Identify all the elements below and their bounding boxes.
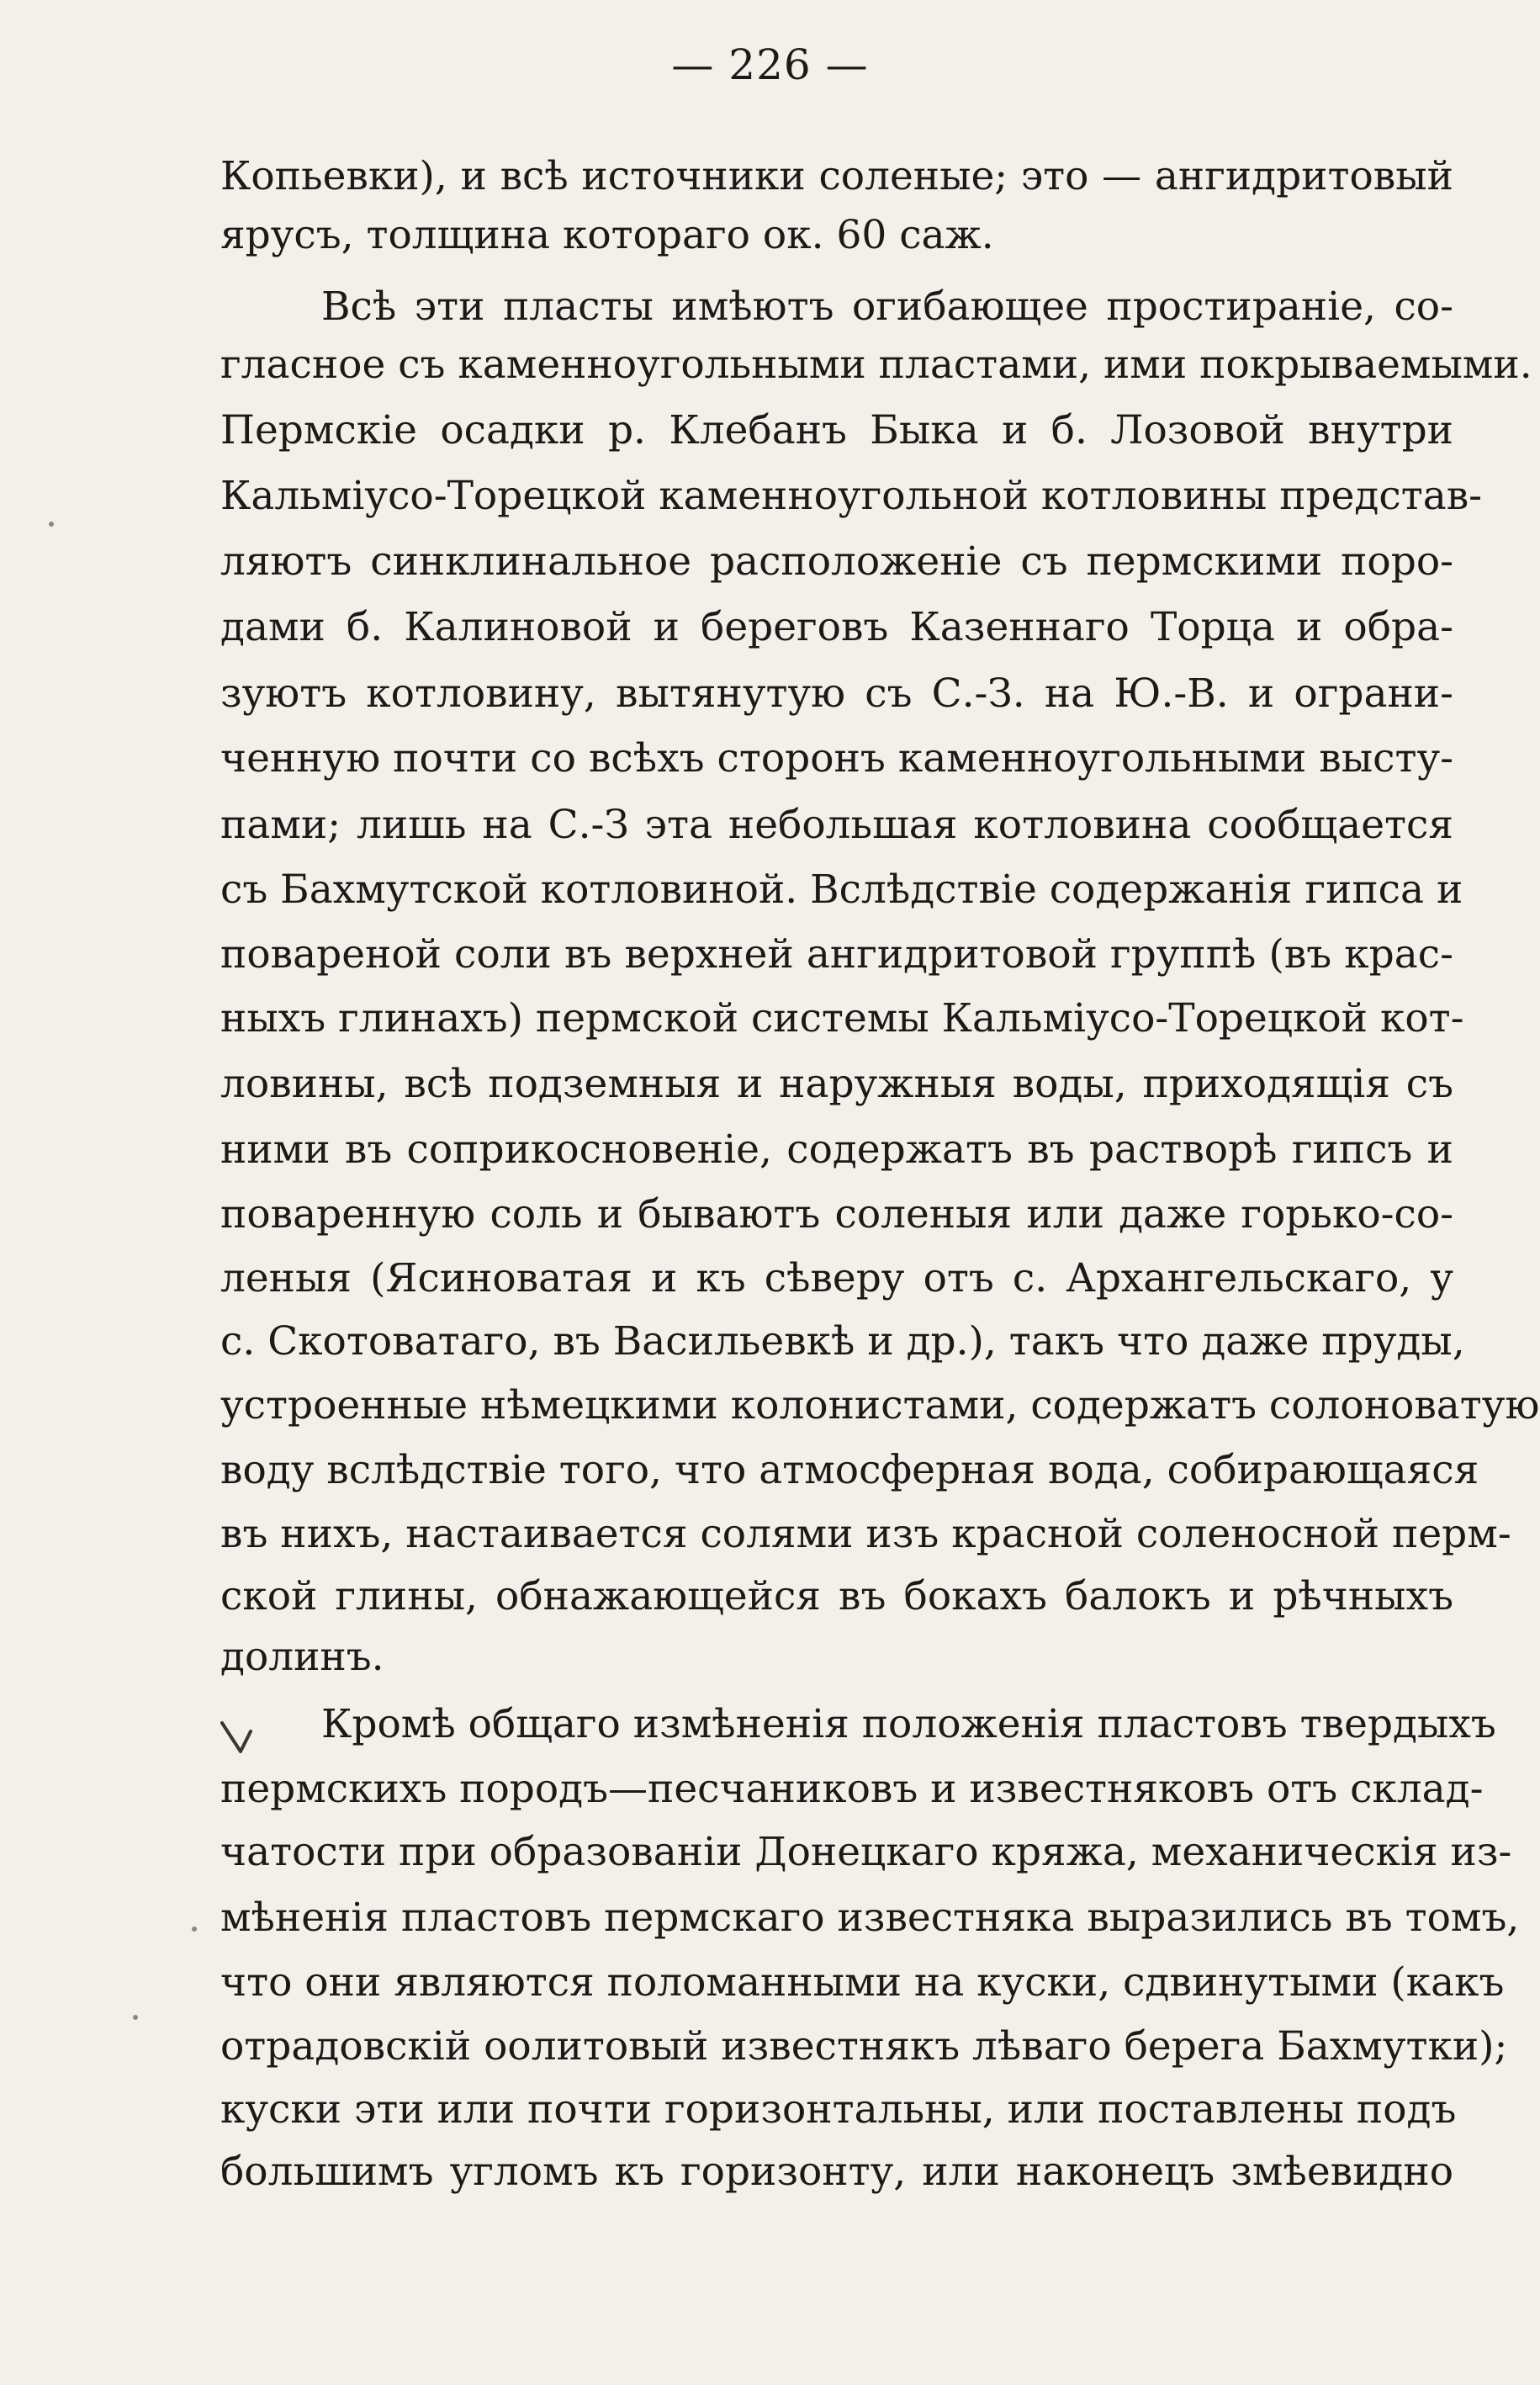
text-line: ловины, всѣ подземныя и наружныя воды, приходящiя съ	[220, 1061, 1453, 1107]
text-line: поваренную соль и бываютъ соленыя или даже горько-со-	[220, 1191, 1453, 1238]
text-line: долинъ.	[220, 1634, 384, 1680]
pencil-checkmark-icon	[217, 1708, 276, 1767]
text-line: устроенные нѣмецкими колонистами, содержатъ солоноватую	[220, 1382, 1540, 1428]
text-line: чатости при образованiи Донецкаго кряжа, механическiя из-	[220, 1829, 1512, 1875]
text-line: Кальмiусо-Торецкой каменноугольной котловины представ-	[220, 473, 1483, 519]
text-line: ними въ соприкосновенiе, содержатъ въ растворѣ гипсъ и	[220, 1126, 1453, 1173]
text-line: въ нихъ, настаивается солями изъ красной соленосной перм-	[220, 1511, 1511, 1557]
text-line: мѣненiя пластовъ пермскаго известняка выразились въ томъ,	[220, 1895, 1520, 1941]
text-line: Копьевки), и всѣ источники соленые; это — ангидритовый	[220, 153, 1453, 199]
text-line: ченную почти со всѣхъ сторонъ каменноугольными высту-	[220, 735, 1453, 782]
text-line: пами; лишь на С.-З эта небольшая котловина сообщается	[220, 802, 1453, 848]
text-line: отрадовскiй оолитовый известнякъ лѣваго берега Бахмутки);	[220, 2023, 1508, 2070]
text-line: зуютъ котловину, вытянутую съ С.-З. на Ю.-В. и ограни-	[220, 670, 1453, 717]
text-line: с. Скотоватаго, въ Васильевкѣ и др.), такъ что даже пруды,	[220, 1318, 1465, 1365]
page-number: — 226 —	[671, 40, 869, 89]
text-line: куски эти или почти горизонтальны, или поставлены подъ	[220, 2086, 1457, 2133]
text-line: съ Бахмутской котловиной. Вслѣдствiе содержанiя гипса и	[220, 867, 1463, 913]
text-line: повареной соли въ верхней ангидритовой группѣ (въ крас-	[220, 931, 1453, 978]
text-line: леныя (Ясиноватая и къ сѣверу отъ с. Архангельскаго, у	[220, 1255, 1453, 1301]
text-line: Пермскiе осадки р. Клебанъ Быка и б. Лозовой внутри	[220, 407, 1453, 453]
text-line: Кромѣ общаго измѣненiя положенiя пластовъ твердыхъ	[321, 1701, 1496, 1747]
paper-speck	[192, 1927, 197, 1932]
text-line: Всѣ эти пласты имѣютъ огибающее простиранiе, со-	[321, 284, 1453, 330]
text-line: дами б. Калиновой и береговъ Казеннаго Торца и обра-	[220, 604, 1453, 650]
text-line: ярусъ, толщина котораго ок. 60 саж.	[220, 212, 994, 258]
paper-speck	[133, 2015, 138, 2020]
text-line: ской глины, обнажающейся въ бокахъ балокъ и рѣчныхъ	[220, 1573, 1453, 1619]
text-line: ляютъ синклинальное расположенiе съ пермскими поро-	[220, 538, 1453, 585]
text-line: большимъ угломъ къ горизонту, или наконецъ змѣевидно	[220, 2149, 1453, 2195]
text-line: пермскихъ породъ—песчаниковъ и известняковъ отъ склад-	[220, 1766, 1484, 1812]
paper-speck	[49, 522, 54, 527]
text-line: что они являются поломанными на куски, сдвинутыми (какъ	[220, 1959, 1505, 2006]
text-line: ныхъ глинахъ) пермской системы Кальмiусо-Торецкой кот-	[220, 995, 1464, 1041]
text-line: воду вслѣдствiе того, что атмосферная вода, собирающаяся	[220, 1447, 1479, 1493]
text-line: гласное съ каменноугольными пластами, ими покрываемыми.	[220, 342, 1532, 388]
